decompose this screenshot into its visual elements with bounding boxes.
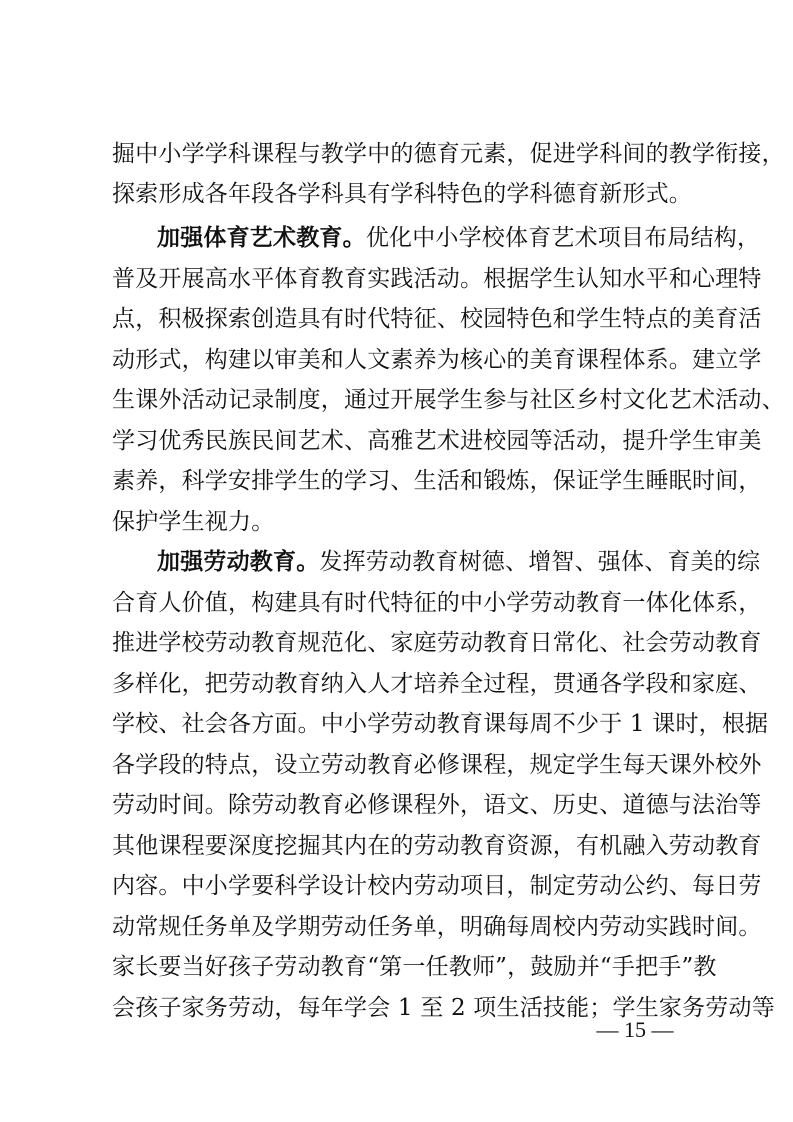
paragraph-line: 推进学校劳动教育规范化、家庭劳动教育日常化、社会劳动教育 bbox=[112, 630, 762, 656]
paragraph-line: 动形式，构建以审美和人文素养为核心的美育课程体系。建立学 bbox=[112, 347, 762, 373]
paragraph-heading: 加强劳动教育。 bbox=[157, 549, 320, 575]
paragraph-line: 普及开展高水平体育教育实践活动。根据学生认知水平和心理特 bbox=[112, 266, 762, 292]
paragraph-line: 掘中小学学科课程与教学中的德育元素，促进学科间的教学衔接， bbox=[112, 141, 785, 167]
paragraph-line: 各学段的特点，设立劳动教育必修课程，规定学生每天课外校外 bbox=[112, 752, 762, 778]
paragraph-text: 优化中小学校体育艺术项目布局结构， bbox=[365, 225, 761, 251]
paragraph-line: 点，积极探索创造具有时代特征、校园特色和学生特点的美育活 bbox=[112, 306, 762, 332]
paragraph-line: 其他课程要深度挖掘其内在的劳动教育资源，有机融入劳动教育 bbox=[112, 833, 762, 859]
paragraph-heading: 加强体育艺术教育。 bbox=[157, 225, 366, 251]
paragraph-line: 探索形成各年段各学科具有学科特色的学科德育新形式。 bbox=[112, 181, 692, 207]
paragraph-line: 多样化，把劳动教育纳入人才培养全过程，贯通各学段和家庭、 bbox=[112, 671, 762, 697]
paragraph-line: 学校、社会各方面。中小学劳动教育课每周不少于 1 课时，根据 bbox=[112, 711, 769, 737]
paragraph-line: 生课外活动记录制度，通过开展学生参与社区乡村文化艺术活动、 bbox=[112, 387, 785, 413]
paragraph-line: 合育人价值，构建具有时代特征的中小学劳动教育一体化体系， bbox=[112, 590, 762, 616]
page-number: — 15 — bbox=[596, 1017, 674, 1042]
paragraph-line: 动常规任务单及学期劳动任务单，明确每周校内劳动实践时间。 bbox=[112, 914, 762, 940]
paragraph-line: 素养，科学安排学生的学习、生活和锻炼，保证学生睡眠时间， bbox=[112, 468, 762, 494]
paragraph-line: 会孩子家务劳动，每年学会 1 至 2 项生活技能；学生家务劳动等 bbox=[112, 995, 775, 1021]
paragraph-line: 学习优秀民族民间艺术、高雅艺术进校园等活动，提升学生审美 bbox=[112, 428, 762, 454]
paragraph-line bbox=[157, 547, 761, 577]
paragraph-text: 发挥劳动教育树德、增智、强体、育美的综 bbox=[319, 549, 761, 575]
paragraph-line: 家长要当好孩子劳动教育“第一任教师”，鼓励并“手把手”教 bbox=[112, 954, 717, 980]
paragraph-line: 内容。中小学要科学设计校内劳动项目，制定劳动公约、每日劳 bbox=[112, 873, 762, 899]
paragraph-line: 劳动时间。除劳动教育必修课程外，语文、历史、道德与法治等 bbox=[112, 792, 762, 818]
paragraph-line bbox=[157, 223, 761, 253]
paragraph-line: 保护学生视力。 bbox=[112, 509, 275, 535]
